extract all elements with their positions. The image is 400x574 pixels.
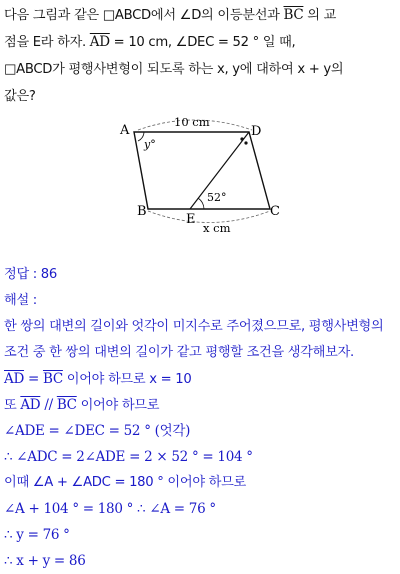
explanation-line: ∠A + 104 ° = 180 ° ∴ ∠A = 76 ° bbox=[4, 501, 216, 517]
angle-mark-dot bbox=[244, 141, 247, 144]
question-line-1 bbox=[4, 2, 398, 29]
explanation-line: 조건 중 한 쌍의 대변의 길이가 같고 평행할 조건을 생각해보자. bbox=[4, 345, 354, 360]
explanation-text-part: 이어야 하므로 bbox=[76, 398, 160, 413]
angle-52-label: 52° bbox=[207, 191, 227, 204]
question-line-2 bbox=[4, 29, 398, 56]
bottom-length-label: x cm bbox=[203, 221, 231, 235]
angle-mark-dot bbox=[240, 137, 243, 140]
explanation-line bbox=[4, 392, 400, 418]
explanation-line bbox=[4, 366, 400, 392]
parallel-sign: // bbox=[40, 397, 57, 413]
answer-line: 정답 : 86 bbox=[4, 267, 57, 282]
explanation-text-part: 이어야 하므로 x = 10 bbox=[62, 372, 192, 387]
angle-y-label: y° bbox=[144, 138, 156, 151]
explanation-line: ∴ ∠ADC = 2∠ADE = 2 × 52 ° = 104 ° bbox=[4, 449, 253, 465]
explanation-line: ∴ y = 76 ° bbox=[4, 527, 70, 543]
question-line-4: 값은? bbox=[4, 89, 36, 104]
vertex-label-e: E bbox=[186, 212, 196, 227]
top-length-label: 10 cm bbox=[174, 115, 210, 129]
segment-ad: $\overline{AD}$ bbox=[89, 34, 110, 50]
explanation-line: ∴ x + y = 86 bbox=[4, 553, 86, 569]
explanation-line: 한 쌍의 대변의 길이와 엇각이 미지수로 주어졌으므로, 평행사변형의 bbox=[4, 319, 384, 334]
explanation-heading: 해설 : bbox=[4, 293, 37, 308]
parallelogram-figure bbox=[104, 112, 304, 240]
angle-e-arc bbox=[198, 198, 204, 209]
question-text-part: = 10 cm, ∠DEC = 52 ° 일 때, bbox=[109, 35, 296, 50]
vertex-label-b: B bbox=[137, 204, 147, 219]
segment-ad: $\overline{AD}$ bbox=[20, 397, 41, 413]
question-text bbox=[4, 2, 398, 110]
segment-bc: $\overline{BC}$ bbox=[283, 7, 304, 23]
explanation-line: ∠ADE = ∠DEC = 52 ° (엇각) bbox=[4, 423, 191, 439]
question-line-3: □ABCD가 평행사변형이 되도록 하는 x, y에 대하여 x + y의 bbox=[4, 62, 344, 77]
segment-bc: $\overline{BC}$ bbox=[56, 397, 77, 413]
segment-bc: $\overline{BC}$ bbox=[42, 371, 63, 387]
vertex-label-a: A bbox=[120, 123, 130, 138]
answer-section bbox=[4, 262, 400, 574]
question-text-part: 다음 그림과 같은 □ABCD에서 ∠D의 이등분선과 bbox=[4, 8, 284, 23]
vertex-label-d: D bbox=[251, 124, 262, 139]
explanation-line: 이때 ∠A + ∠ADC = 180 ° 이어야 하므로 bbox=[4, 475, 246, 490]
explanation-text-part: 또 bbox=[4, 398, 21, 413]
question-text-part: 점을 E라 하자. bbox=[4, 35, 90, 50]
equals-sign: = bbox=[23, 371, 43, 387]
question-text-part: 의 교 bbox=[303, 8, 337, 23]
vertex-label-c: C bbox=[270, 204, 280, 219]
segment-ad: $\overline{AD}$ bbox=[4, 371, 24, 387]
